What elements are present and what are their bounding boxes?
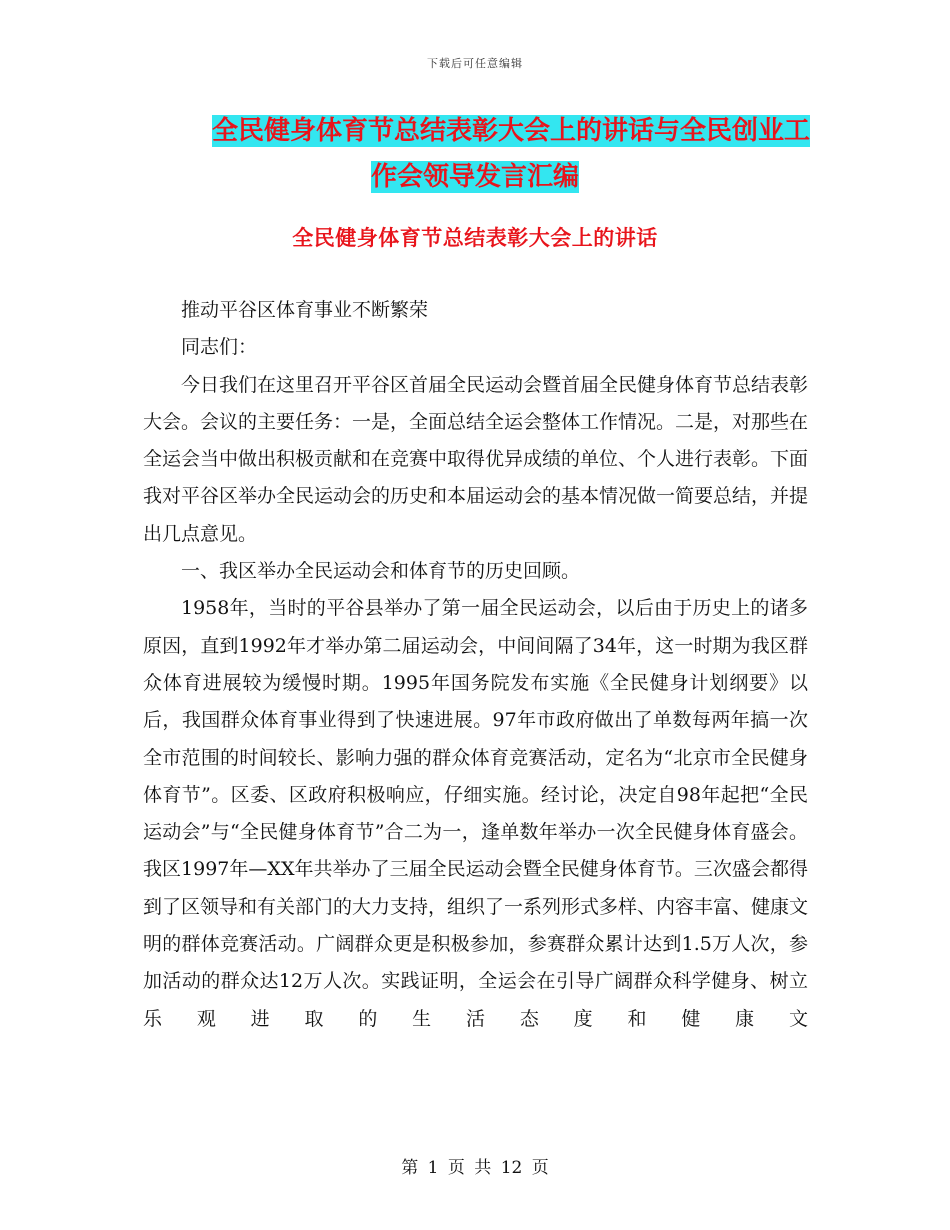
- document-title: [140, 108, 810, 200]
- header-note: 下载后可任意编辑: [427, 57, 523, 70]
- body-text: [143, 292, 808, 1038]
- paragraph-opening: 今日我们在这里召开平谷区首届全民运动会暨首届全民健身体育节总结表彰大会。会议的主要任务：一是，全面总结全运会整体工作情况。二是，对那些在全运会当中做出积极贡献和在竞赛中取得优异成绩的单位、个人进行表彰。下面我对平谷区举办全民运动会的历史和本届运动会的基本情况做一简要总结，并提出几点意见。: [143, 373, 809, 545]
- title-line-1-text: 全民健身体育节总结表彰大会上的讲话与全民创业工: [211, 116, 810, 146]
- page-number: 第 1 页 共 12 页: [401, 1158, 549, 1178]
- title-line-2-text: 作会领导发言汇编: [370, 162, 579, 192]
- paragraph-history: 1958年，当时的平谷县举办了第一届全民运动会，以后由于历史上的诸多原因，直到1992年才举办第二届运动会，中间间隔了34年，这一时期为我区群众体育进展较为缓慢时期。1995年国务院发布实施《全民健身计划纲要》以后，我国群众体育事业得到了快速进展。97年市政府做出了单数每两年搞一次全市范围的时间较长、影响力强的群众体育竞赛活动，定名为“北京市全民健身体育节”。区委、区政府积极响应，仔细实施。经讨论，决定自98年起把“全民运动会”与“全民健身体育节”合二为一，逢单数年举办一次全民健身体育盛会。我区1997年—XX年共举办了三届全民运动会暨全民健身体育节。三次盛会都得到了区领导和有关部门的大力支持，组织了一系列形式多样、内容丰富、健康文明的群体竞赛活动。广阔群众更是积极参加，参赛群众累计达到1.5万人次，参加活动的群众达12万人次。实践证明，全运会在引导广阔群众科学健身、树立乐观进取的生活态度和健康文: [143, 597, 809, 1030]
- paragraph-subtitle: 推动平谷区体育事业不断繁荣: [181, 299, 429, 321]
- section-title: 全民健身体育节总结表彰大会上的讲话: [292, 226, 658, 250]
- title-line-2: [140, 154, 810, 200]
- paragraph-salutation: 同志们：: [181, 336, 258, 359]
- title-line-1: [140, 108, 810, 154]
- paragraph-heading-1: 一、我区举办全民运动会和体育节的历史回顾。: [181, 560, 581, 583]
